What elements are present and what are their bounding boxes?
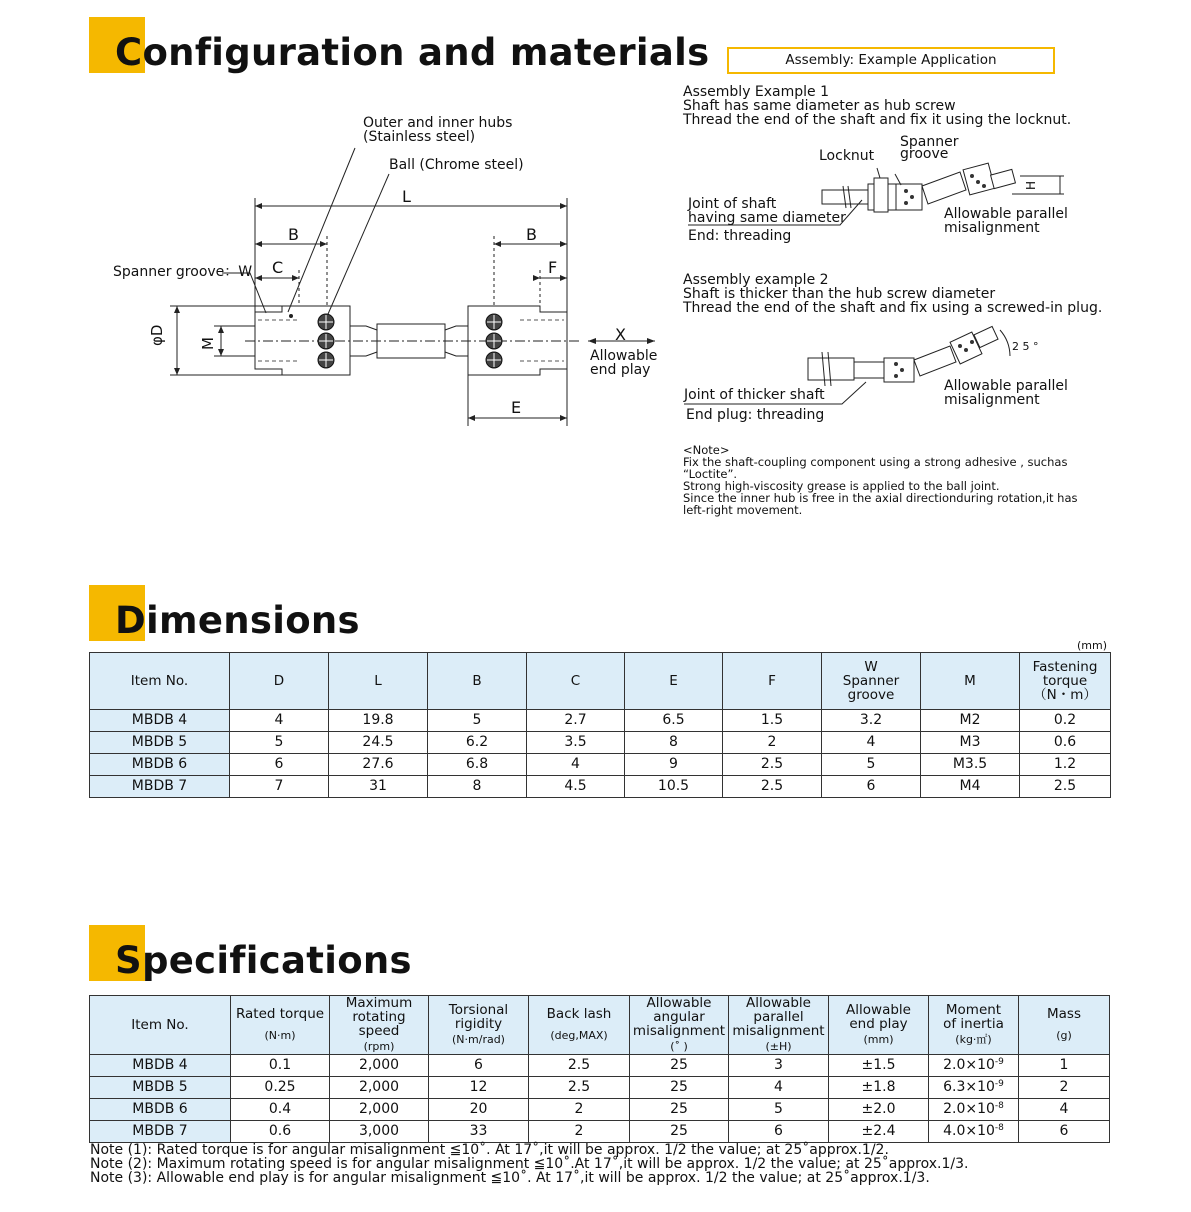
cell: 5 [230, 732, 329, 754]
header-unit: (N·m/rad) [452, 1033, 505, 1046]
col-header-parallel-misalignment [729, 996, 829, 1055]
cell-inertia [929, 1077, 1019, 1099]
header-unit: (˚ ) [670, 1040, 688, 1053]
cell: 2.5 [529, 1055, 630, 1077]
dim-C: C [272, 258, 284, 277]
cell: 4 [527, 754, 625, 776]
cell: 10.5 [625, 776, 723, 798]
label-stainless: (Stainless steel) [363, 129, 476, 145]
joint1-leader [686, 195, 866, 235]
cell: 3.5 [527, 732, 625, 754]
header-unit: (g) [1056, 1029, 1072, 1042]
cell: ±1.5 [829, 1055, 929, 1077]
label-H: H [1024, 180, 1038, 190]
dim-F: F [548, 258, 558, 277]
cell: 8 [625, 732, 723, 754]
inertia-base: 6.3×10 [943, 1079, 995, 1095]
cell: 8 [428, 776, 527, 798]
header-line: groove [847, 687, 895, 703]
ex1-desc-1: Shaft has same diameter as hub screw [683, 98, 956, 114]
header-unit: (deg,MAX) [550, 1029, 608, 1042]
cell: 2,000 [330, 1099, 429, 1121]
specification-notes [90, 1143, 968, 1185]
cell-item: MBDB 5 [90, 732, 230, 754]
cell: 33 [429, 1121, 529, 1143]
cell: 19.8 [329, 710, 428, 732]
joint1-label-2: having same diameter [688, 210, 846, 226]
cell: 6 [822, 776, 921, 798]
cell: 25 [630, 1099, 729, 1121]
col-header-backlash [529, 996, 630, 1055]
table-row [90, 1099, 1110, 1121]
cell: 0.6 [231, 1121, 330, 1143]
cell: ±2.0 [829, 1099, 929, 1121]
label-outer-inner-hubs: Outer and inner hubs [363, 115, 513, 131]
header-unit: (N·m) [264, 1029, 296, 1042]
table-row [90, 754, 1111, 776]
header-unit: (mm) [863, 1033, 894, 1046]
joint1-label-3: End: threading [688, 228, 792, 244]
dim-B-left: B [288, 225, 299, 244]
cell: 6 [429, 1055, 529, 1077]
label-spanner-groove: Spanner groove：W [113, 264, 253, 280]
cell-inertia [929, 1121, 1019, 1143]
header-line: angular [653, 1009, 705, 1025]
cell-item: MBDB 4 [90, 1055, 231, 1077]
cell: 2.5 [723, 776, 822, 798]
col-header-end-play [829, 996, 929, 1055]
misalign1-label-1: Allowable parallel [944, 206, 1068, 222]
col-header-fastening-torque [1020, 653, 1111, 710]
assembly-title-box [727, 47, 1055, 74]
cell: 1.2 [1020, 754, 1111, 776]
joint2-label-1: Joint of thicker shaft [684, 387, 825, 403]
note-line: Since the inner hub is free in the axial directionduring rotation,it has [683, 491, 1078, 505]
inertia-base: 2.0×10 [943, 1101, 995, 1117]
section-dimensions-heading [89, 585, 489, 643]
header-line: rigidity [454, 1016, 503, 1032]
inertia-exponent: -8 [994, 1123, 1004, 1133]
cell-inertia [929, 1099, 1019, 1121]
label-locknut: Locknut [819, 148, 875, 164]
table-row [90, 776, 1111, 798]
cell: 0.4 [231, 1099, 330, 1121]
inertia-base: 4.0×10 [943, 1123, 995, 1139]
col-header-D: D [230, 653, 329, 710]
cell: M3 [921, 732, 1020, 754]
cell-item: MBDB 5 [90, 1077, 231, 1099]
joint1-label-1: Joint of shaft [688, 196, 777, 212]
table-row [90, 732, 1111, 754]
cell: 31 [329, 776, 428, 798]
header-line: torque [1042, 673, 1088, 689]
cell: 1 [1019, 1055, 1110, 1077]
col-header-mass [1019, 996, 1110, 1055]
cell: 24.5 [329, 732, 428, 754]
dim-B-right: B [526, 225, 537, 244]
misalign2-label-2: misalignment [944, 392, 1040, 408]
header-unit: (±H) [765, 1040, 792, 1053]
angle-label: 2 5 ° [1012, 340, 1039, 353]
inertia-exponent: -9 [994, 1057, 1004, 1067]
header-line: Allowable [746, 995, 811, 1011]
header-line: （N・m） [1033, 687, 1097, 703]
header-unit: (rpm) [363, 1040, 395, 1053]
header-line: Moment [945, 1002, 1002, 1018]
cell: 5 [822, 754, 921, 776]
cell: 2 [529, 1121, 630, 1143]
cell: 6.2 [428, 732, 527, 754]
assembly-title: Assembly: Example Application [785, 52, 997, 68]
cell: 4 [1019, 1099, 1110, 1121]
cell: 0.6 [1020, 732, 1111, 754]
header-line: of inertia [943, 1016, 1004, 1032]
header-line: Torsional [448, 1002, 509, 1018]
cell: 6.5 [625, 710, 723, 732]
dimensions-table [89, 652, 1111, 798]
section-specifications-heading [89, 925, 489, 983]
ex2-desc-2: Thread the end of the shaft and fix using a screwed-in plug. [683, 300, 1103, 316]
cell-item: MBDB 6 [90, 754, 230, 776]
note-line: left-right movement. [683, 503, 803, 517]
dim-L: L [402, 187, 411, 206]
cell: 2.5 [529, 1077, 630, 1099]
note-line: <Note> [683, 443, 730, 457]
dim-phi-D: φD [148, 324, 166, 346]
header-line: Allowable [846, 1002, 911, 1018]
header-line: misalignment [632, 1023, 726, 1039]
cell: 20 [429, 1099, 529, 1121]
cell: 6.8 [428, 754, 527, 776]
col-header-F: F [723, 653, 822, 710]
header-line: rotating speed [352, 1009, 406, 1039]
header-line: Rated torque [235, 1006, 325, 1022]
cell-inertia [929, 1055, 1019, 1077]
inertia-base: 2.0×10 [943, 1057, 995, 1073]
cell: 0.1 [231, 1055, 330, 1077]
inertia-exponent: -9 [994, 1079, 1004, 1089]
table-row [90, 1121, 1110, 1143]
cell: 25 [630, 1077, 729, 1099]
cell: 0.2 [1020, 710, 1111, 732]
cell: 4 [729, 1077, 829, 1099]
cell: 9 [625, 754, 723, 776]
cell: ±1.8 [829, 1077, 929, 1099]
cell: 2,000 [330, 1077, 429, 1099]
col-header-item: Item No. [90, 653, 230, 710]
col-header-W [822, 653, 921, 710]
label-groove: groove [900, 146, 949, 162]
cell: 2 [529, 1099, 630, 1121]
header-line: Back lash [546, 1006, 612, 1022]
ex2-title: Assembly example 2 [683, 272, 829, 288]
section-title: Dimensions [115, 599, 360, 642]
col-header-M: M [921, 653, 1020, 710]
note-line: Note (3): Allowable end play is for angular misalignment ≦10˚. At 17˚,it will be approx. 1/2 the value; at 25˚approx.1/3. [90, 1170, 930, 1186]
header-line: W [864, 659, 878, 675]
cell: 2.5 [1020, 776, 1111, 798]
cell: 5 [729, 1099, 829, 1121]
note-line: Note (1): Rated torque is for angular misalignment ≦10˚. At 17˚,it will be approx. 1/2 the value; at 25˚approx.1/2. [90, 1142, 889, 1158]
cell: 2 [723, 732, 822, 754]
table-row [90, 1055, 1110, 1077]
misalign2-label-1: Allowable parallel [944, 378, 1068, 394]
header-line: Maximum [345, 995, 413, 1011]
header-line: Allowable [646, 995, 712, 1011]
cell: 0.25 [231, 1077, 330, 1099]
joint2-label-2: End plug: threading [686, 407, 825, 423]
dim-E: E [511, 398, 522, 417]
col-header-B: B [428, 653, 527, 710]
cell: 1.5 [723, 710, 822, 732]
label-ball: Ball (Chrome steel) [389, 157, 524, 173]
cell: 27.6 [329, 754, 428, 776]
col-header-angular-misalignment [630, 996, 729, 1055]
note-line: Strong high-viscosity grease is applied to the ball joint. [683, 479, 1000, 493]
ex1-title: Assembly Example 1 [683, 84, 830, 100]
note-line: “Loctite”. [683, 467, 738, 481]
header-line: Fastening [1032, 659, 1098, 675]
cell: M4 [921, 776, 1020, 798]
cell: 4 [230, 710, 329, 732]
col-header-max-speed [330, 996, 429, 1055]
header-unit: (kg·㎡) [955, 1033, 992, 1046]
cell: M2 [921, 710, 1020, 732]
ex1-desc-2: Thread the end of the shaft and fix it using the locknut. [683, 112, 1072, 128]
dim-M: M [199, 337, 217, 350]
label-spanner: Spanner [900, 134, 959, 150]
header-line: Mass [1047, 1006, 1081, 1022]
col-header-rated-torque [231, 996, 330, 1055]
cell: M3.5 [921, 754, 1020, 776]
header-line: misalignment [732, 1023, 825, 1039]
cell: 3.2 [822, 710, 921, 732]
joint2-leader [682, 378, 872, 408]
col-header-torsional-rigidity [429, 996, 529, 1055]
cell: 6 [1019, 1121, 1110, 1143]
specifications-table [89, 995, 1110, 1143]
header-line: end play [849, 1016, 908, 1032]
note-line: Note (2): Maximum rotating speed is for angular misalignment ≦10˚.At 17˚,it will be approx. 1/2 the value; at 25˚approx.1/3. [90, 1156, 969, 1172]
col-header-L: L [329, 653, 428, 710]
cell: 7 [230, 776, 329, 798]
ex2-desc-1: Shaft is thicker than the hub screw diameter [683, 286, 996, 302]
cell: 2 [1019, 1077, 1110, 1099]
header-line: parallel [753, 1009, 804, 1025]
table-row [90, 710, 1111, 732]
cell: 6 [230, 754, 329, 776]
cell: ±2.4 [829, 1121, 929, 1143]
cell-item: MBDB 7 [90, 1121, 231, 1143]
cell: 2,000 [330, 1055, 429, 1077]
cell: 2.7 [527, 710, 625, 732]
cell: 25 [630, 1055, 729, 1077]
cell: 3,000 [330, 1121, 429, 1143]
section-config-heading [89, 17, 710, 75]
cell: 25 [630, 1121, 729, 1143]
misalign1-label-2: misalignment [944, 220, 1040, 236]
section-title: Configuration and materials [115, 31, 710, 74]
dimensions-unit: (mm) [1077, 639, 1108, 652]
dim-X: X [615, 325, 626, 344]
col-header-inertia [929, 996, 1019, 1055]
assembly-notes [683, 444, 1078, 516]
header-line: Spanner [842, 673, 900, 689]
cell: 5 [428, 710, 527, 732]
col-header-E: E [625, 653, 723, 710]
col-header-item: Item No. [90, 996, 231, 1055]
table-row [90, 1077, 1110, 1099]
cell-item: MBDB 7 [90, 776, 230, 798]
cell-item: MBDB 6 [90, 1099, 231, 1121]
section-title: Specifications [115, 939, 412, 982]
label-end-play: end play [590, 362, 651, 378]
cell: 2.5 [723, 754, 822, 776]
cell: 12 [429, 1077, 529, 1099]
col-header-C: C [527, 653, 625, 710]
cell: 6 [729, 1121, 829, 1143]
cell: 4.5 [527, 776, 625, 798]
inertia-exponent: -8 [994, 1101, 1004, 1111]
cell: 4 [822, 732, 921, 754]
cell: 3 [729, 1055, 829, 1077]
cell-item: MBDB 4 [90, 710, 230, 732]
note-line: Fix the shaft-coupling component using a strong adhesive , suchas [683, 455, 1068, 469]
label-allowable: Allowable [590, 348, 658, 364]
